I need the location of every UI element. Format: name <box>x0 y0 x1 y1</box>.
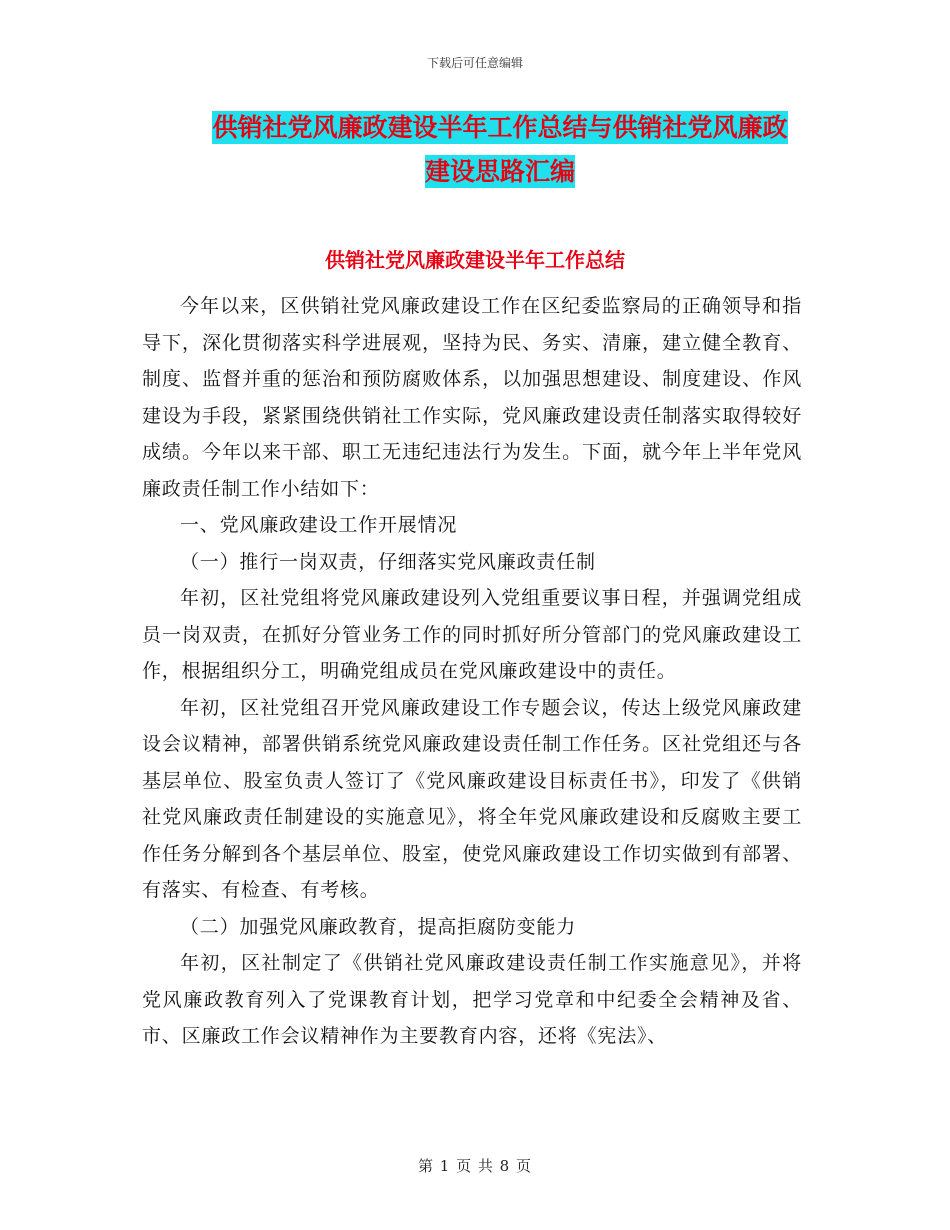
page-label-suffix: 页 <box>516 1157 533 1175</box>
header-note: 下载后可任意编辑 <box>426 56 523 70</box>
heading-level-2: （一）推行一岗双责，仔细落实党风廉政责任制 <box>180 550 596 573</box>
document-title <box>190 106 810 194</box>
paragraph: 年初，区社党组召开党风廉政建设工作专题会议，传达上级党风廉政建设会议精神，部署供销系统党风廉政建设责任制工作任务。区社党组还与各基层单位、股室负责人签订了《党风廉政建设目标责任书》，印发了《供销社党风廉政责任制建设的实施意见》，将全年党风廉政建设和反腐败主要工作任务分解到各个基层单位、股室，使党风廉政建设工作切实做到有部署、有落实、有检查、有考核。 <box>142 696 802 901</box>
page-label-prefix: 第 <box>417 1157 434 1175</box>
page-number: 1 <box>439 1157 451 1175</box>
heading-level-2: （二）加强党风廉政教育，提高拒腐防变能力 <box>180 915 577 938</box>
page-label-mid: 页 共 <box>456 1157 494 1175</box>
total-pages: 8 <box>499 1157 511 1175</box>
paragraph: 年初，区社党组将党风廉政建设列入党组重要议事日程，并强调党组成员一岗双责，在抓好分管业务工作的同时抓好所分管部门的党风廉政建设工作，根据组织分工，明确党组成员在党风廉政建设中的责任。 <box>142 587 802 682</box>
paragraph: 年初，区社制定了《供销社党风廉政建设责任制工作实施意见》，并将党风廉政教育列入了党课教育计划，把学习党章和中纪委全会精神及省、市、区廉政工作会议精神作为主要教育内容，还将《宪法》、 <box>142 952 802 1047</box>
document-title-line-1: 供销社党风廉政建设半年工作总结与供销社党风廉政 <box>212 113 788 142</box>
heading-level-1: 一、党风廉政建设工作开展情况 <box>180 514 458 536</box>
section-title: 供销社党风廉政建设半年工作总结 <box>325 248 625 272</box>
paragraph-intro: 今年以来，区供销社党风廉政建设工作在区纪委监察局的正确领导和指导下，深化贯彻落实科学进展观，坚持为民、务实、清廉，建立健全教育、制度、监督并重的惩治和预防腐败体系，以加强思想建设、制度建设、作风建设为手段，紧紧围绕供销社工作实际，党风廉政建设责任制落实取得较好成绩。今年以来干部、职工无违纪违法行为发生。下面，就今年上半年党风廉政责任制工作小结如下： <box>142 295 802 500</box>
page-footer <box>0 1155 950 1176</box>
document-body <box>142 288 802 1055</box>
document-title-line-2: 建设思路汇编 <box>424 157 575 186</box>
